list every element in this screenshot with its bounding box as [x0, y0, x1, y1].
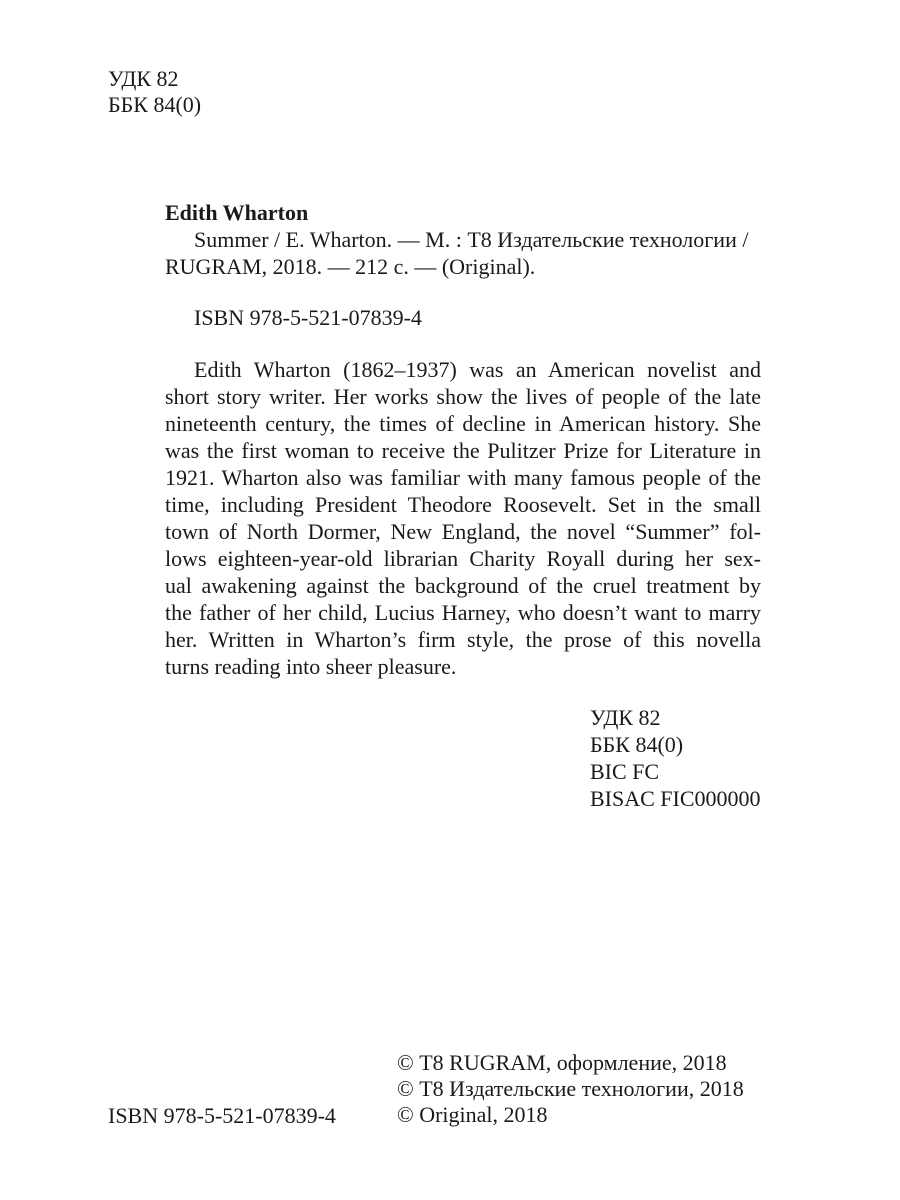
footer-isbn: ISBN 978-5-521-07839-4 [108, 1103, 336, 1128]
description-line: 1921. Wharton also was familiar with many famous people of the [165, 465, 761, 490]
author-name: Edith Wharton [165, 200, 309, 225]
copyright-line: © Original, 2018 [397, 1102, 548, 1127]
description-line: time, including President Theodore Roosevelt. Set in the small [165, 492, 761, 517]
copyright-line: © Т8 Издательские технологии, 2018 [397, 1076, 744, 1101]
description-line: turns reading into sheer pleasure. [165, 654, 457, 679]
bib-line: RUGRAM, 2018. — 212 с. — (Original). [165, 254, 536, 279]
description-line: the father of her child, Lucius Harney, who doesn’t want to marry [165, 600, 761, 625]
description-line: town of North Dormer, New England, the novel “Summer” fol- [165, 519, 761, 544]
bbk-code: ББК 84(0) [590, 732, 684, 757]
isbn-number: ISBN 978-5-521-07839-4 [194, 305, 422, 330]
copyright-line: © Т8 RUGRAM, оформление, 2018 [397, 1050, 727, 1075]
description-line: nineteenth century, the times of decline in American history. She [165, 411, 761, 436]
bisac-code: BISAC FIC000000 [590, 786, 761, 811]
description-line: short story writer. Her works show the lives of people of the late [165, 384, 761, 409]
udk-code: УДК 82 [590, 705, 661, 730]
description-line: Edith Wharton (1862–1937) was an American novelist and [194, 357, 761, 382]
copyright-notices [397, 1050, 744, 1128]
bib-line: Summer / E. Wharton. — М. : Т8 Издательские технологии / [194, 227, 749, 252]
classification-codes [590, 704, 761, 812]
bibliographic-entry [165, 226, 765, 280]
description-line: her. Written in Wharton’s firm style, the prose of this novella [165, 627, 761, 652]
header-classification-codes [108, 66, 201, 118]
book-description [165, 356, 761, 680]
description-line: was the first woman to receive the Pulitzer Prize for Literature in [165, 438, 761, 463]
description-line: lows eighteen-year-old librarian Charity Royall during her sex- [165, 546, 761, 571]
bic-code: BIC FC [590, 759, 660, 784]
bbk-code: ББК 84(0) [108, 92, 202, 117]
udk-code: УДК 82 [108, 66, 179, 91]
description-line: ual awakening against the background of the cruel treatment by [165, 573, 761, 598]
